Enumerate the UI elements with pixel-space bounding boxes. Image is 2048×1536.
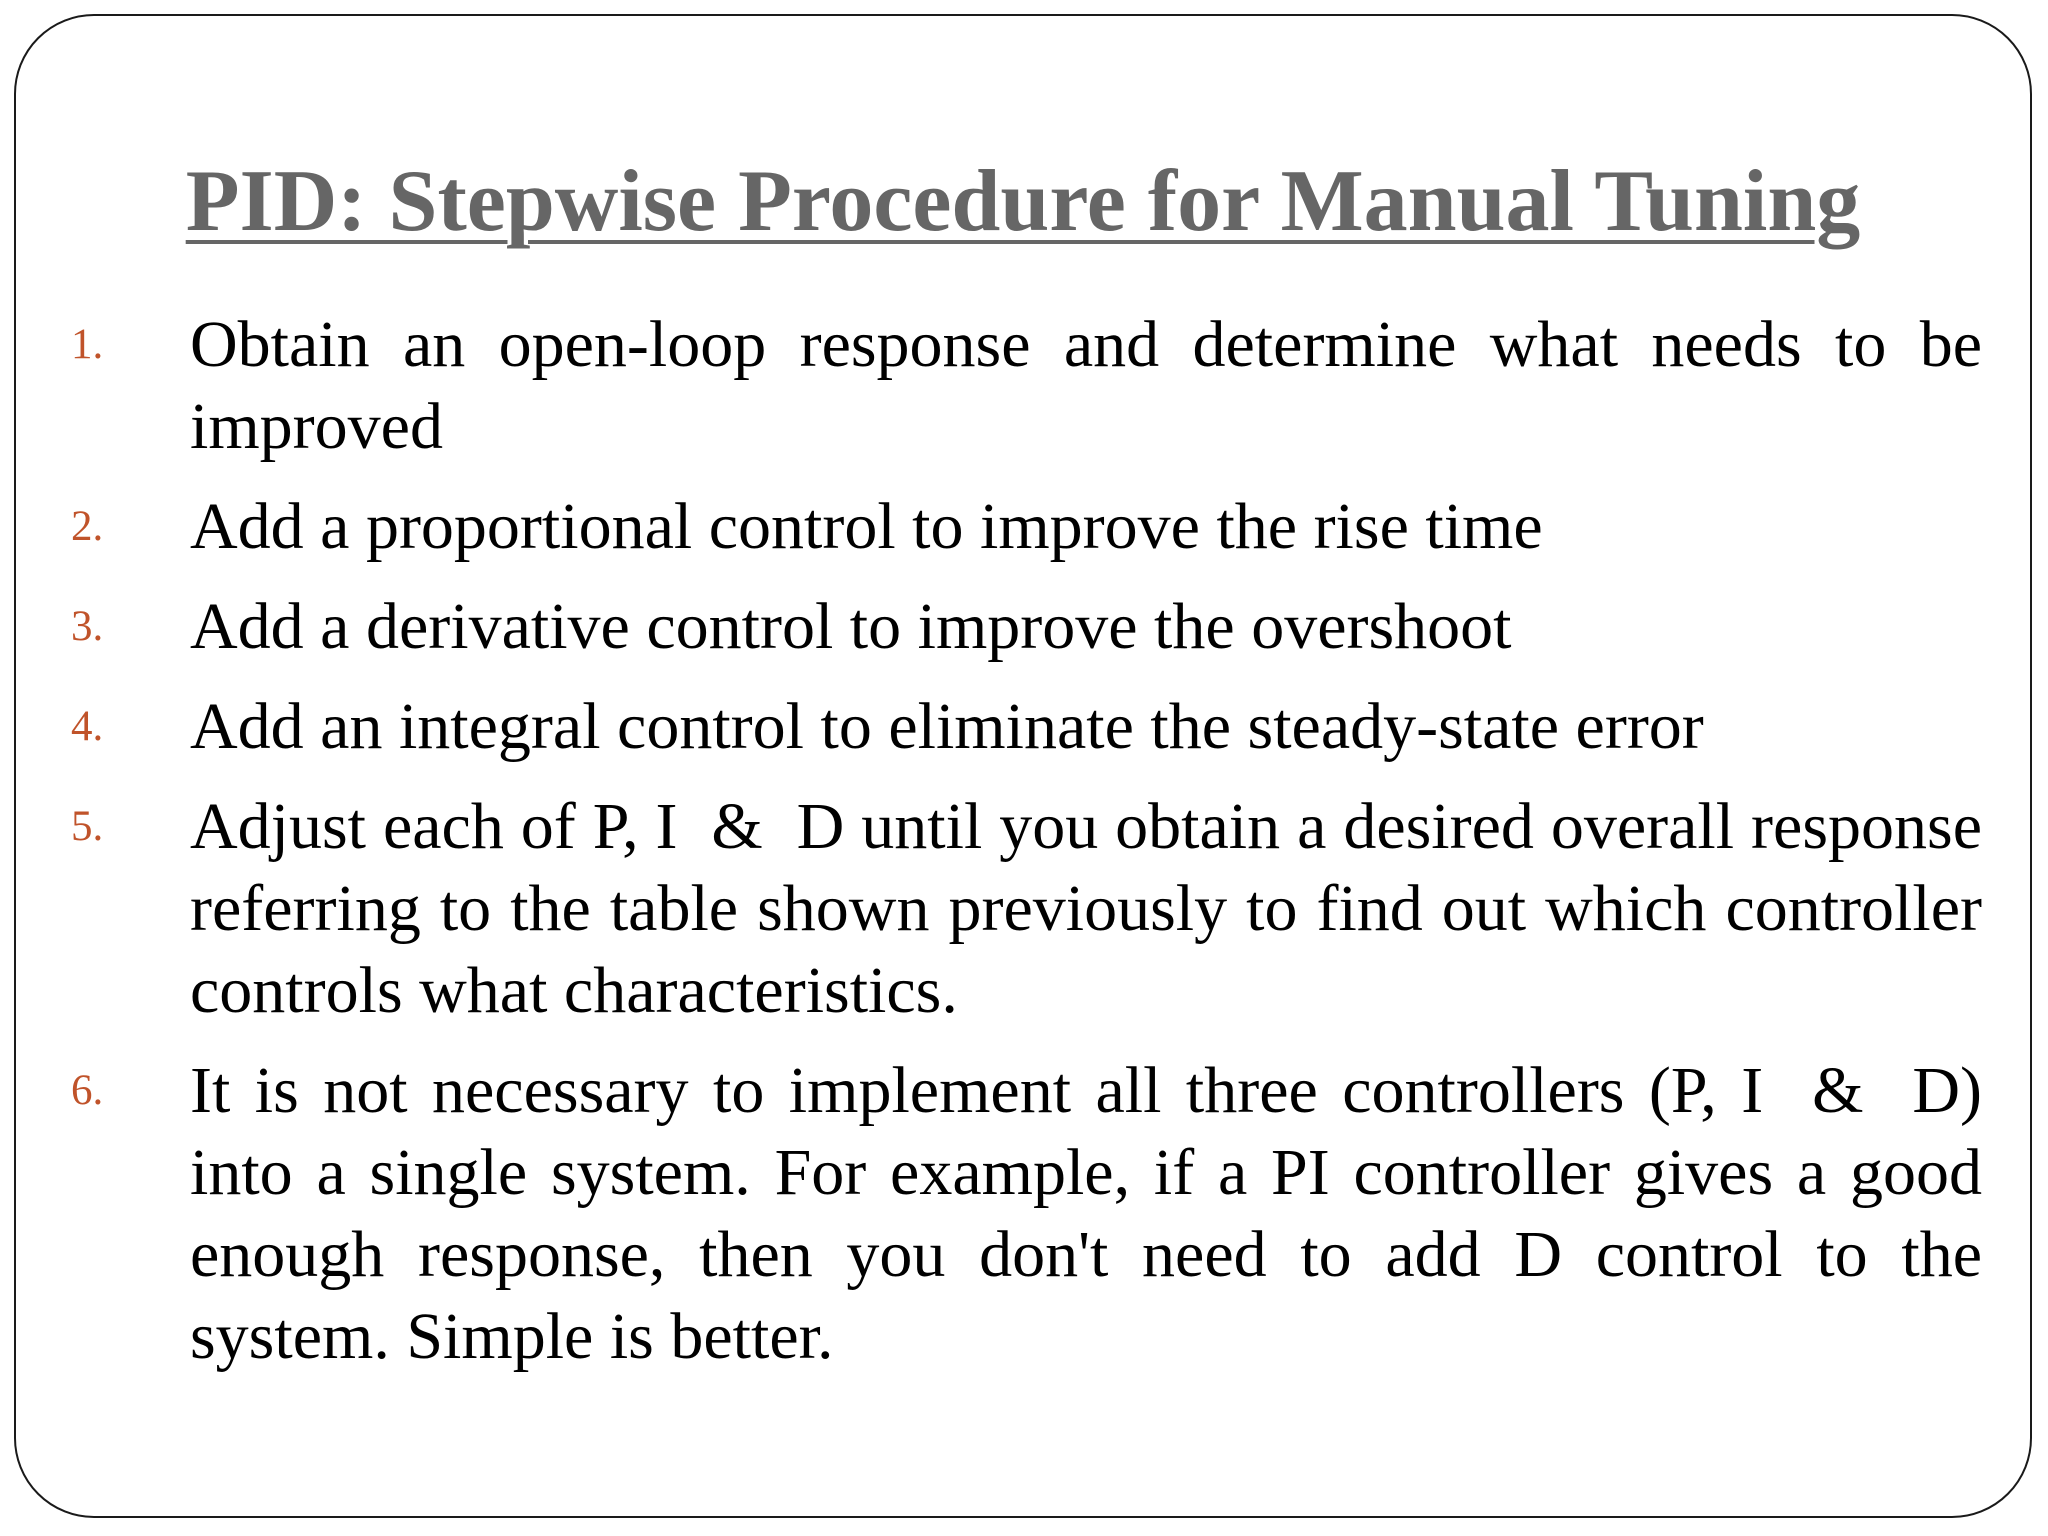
step-text: Add a derivative control to improve the overshoot — [190, 590, 1512, 663]
list-item-step-5 — [16, 786, 2030, 1032]
slide — [14, 14, 2032, 1518]
step-text: It is not necessary to implement all three controllers (P, I & D) into a single system. For example, if a PI controller gives a good enough response, then you don't need to add D control to the system. Simple is better. — [190, 1054, 1999, 1373]
list-item-step-2 — [16, 486, 2030, 568]
step-text: Adjust each of P, I & D until you obtain a desired overall response referring to the table shown previously to find out which controller controls what characteristics. — [190, 790, 1999, 1027]
list-item-step-3 — [16, 586, 2030, 668]
list-item-step-6 — [16, 1050, 2030, 1378]
step-text: Add a proportional control to improve the rise time — [190, 490, 1543, 563]
list-item-step-1 — [16, 304, 2030, 468]
step-number: 3. — [71, 603, 104, 650]
step-number: 5. — [71, 803, 104, 850]
step-number: 4. — [71, 703, 104, 750]
step-text: Obtain an open-loop response and determine what needs to be improved — [190, 308, 1999, 463]
step-number: 1. — [71, 321, 104, 368]
step-text: Add an integral control to eliminate the steady-state error — [190, 690, 1704, 763]
step-number: 2. — [71, 503, 104, 550]
slide-title: PID: Stepwise Procedure for Manual Tuning — [185, 153, 1861, 250]
list-item-step-4 — [16, 686, 2030, 768]
step-number: 6. — [71, 1067, 104, 1114]
steps-list — [16, 304, 2030, 1396]
